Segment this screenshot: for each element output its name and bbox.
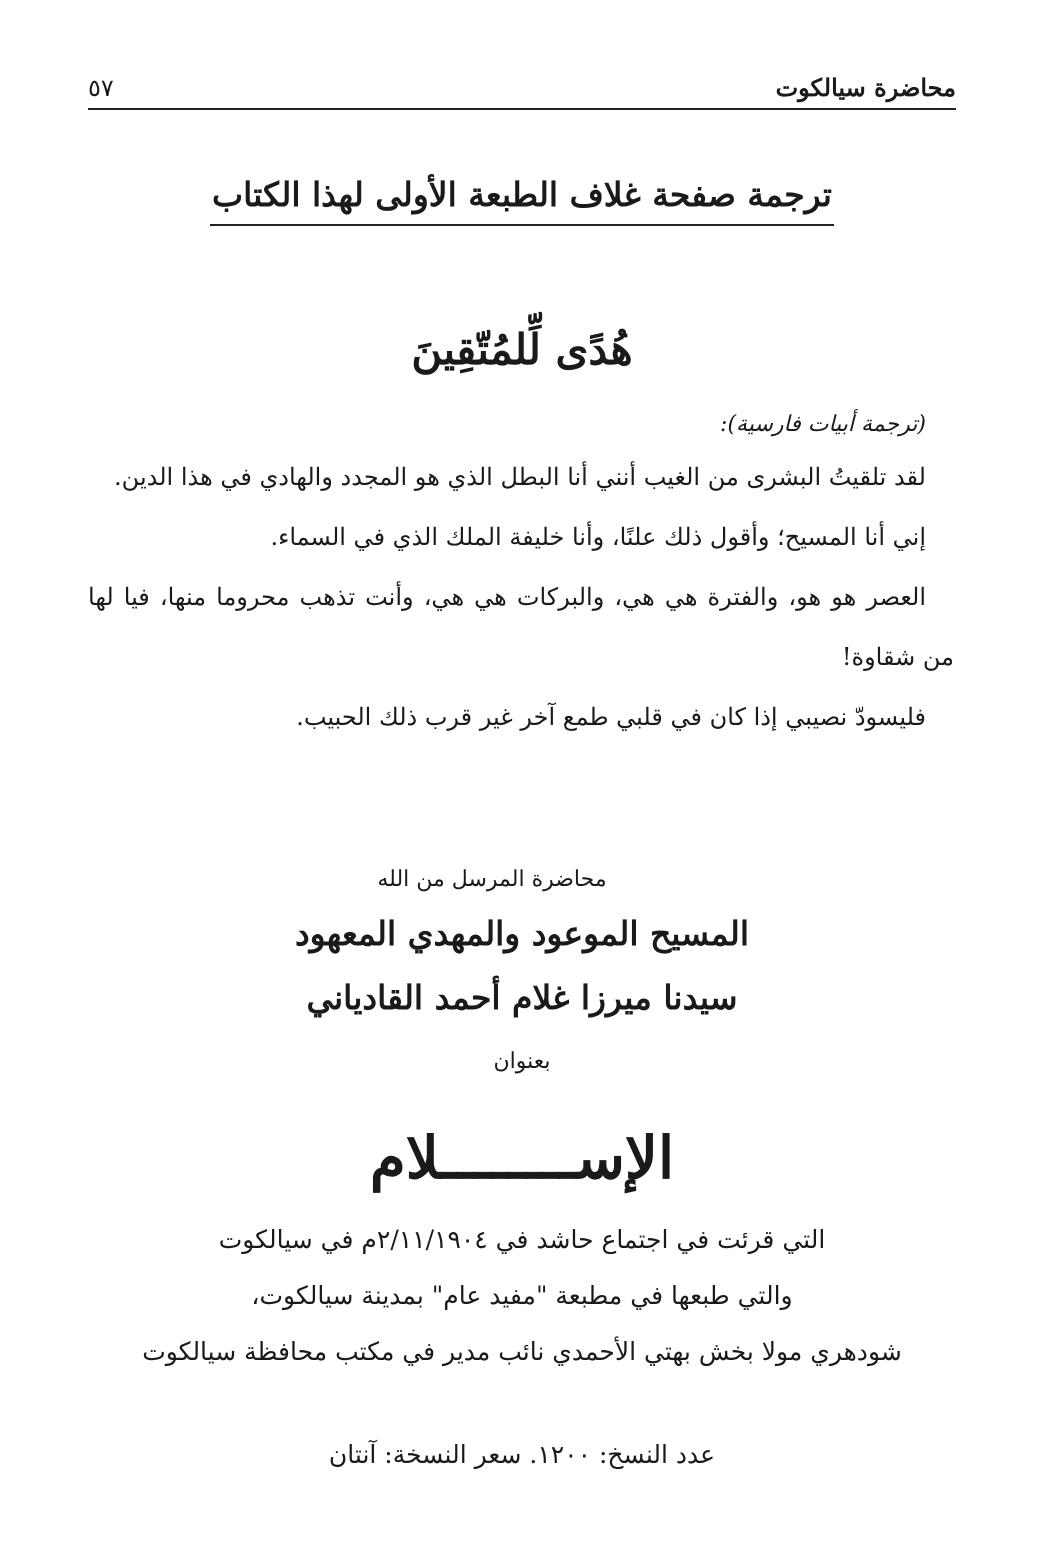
verse-1: لقد تلقيتُ البشرى من الغيب أنني أنا البطل الذي هو المجدد والهادي في هذا الدين.: [114, 463, 926, 491]
titled-label: بعنوان: [493, 1049, 551, 1074]
verse-4: فليسودّ نصيبي إذا كان في قلبي طمع آخر غير قرب ذلك الحبيب.: [296, 703, 926, 731]
verse-2: إني أنا المسيح؛ وأقول ذلك علنًا، وأنا خليفة الملك الذي في السماء.: [270, 523, 926, 551]
section-heading: [0, 175, 1044, 226]
lecture-from: محاضرة المرسل من الله: [377, 867, 607, 892]
copies-and-price: عدد النسخ: ١٢٠٠. سعر النسخة: آنتان: [328, 1440, 716, 1469]
section-heading-text: ترجمة صفحة غلاف الطبعة الأولى لهذا الكتاب: [210, 175, 834, 226]
details-line-1: التي قرئت في اجتماع حاشد في ٢/١١/١٩٠٤م في سيالكوت: [218, 1225, 826, 1254]
details-line-2: والتي طبعها في مطبعة "مفيد عام" بمدينة سيالكوت،: [251, 1281, 793, 1310]
poem-intro: (ترجمة أبيات فارسية):: [720, 412, 926, 437]
poem-block: [88, 405, 954, 747]
header-title: محاضرة سيالكوت: [775, 73, 956, 102]
verse-3: العصر هو هو، والفترة هي هي، والبركات هي هي، وأنت تذهب محروما منها، فيا لها من شقاوة!: [88, 583, 954, 671]
author-name-line: سيدنا ميرزا غلام أحمد القادياني: [306, 978, 738, 1017]
author-title-line: المسيح الموعود والمهدي المعهود: [294, 914, 750, 953]
lecture-name: الإســــــــلام: [369, 1124, 675, 1192]
running-header: [88, 52, 956, 110]
main-title: هُدًى لِّلمُتّقِينَ: [411, 325, 633, 374]
author-block: [0, 858, 1044, 1094]
publication-details: [0, 1212, 1044, 1380]
page-number: ٥٧: [88, 74, 114, 102]
details-line-3: شودهري مولا بخش بهتي الأحمدي نائب مدير في مكتب محافظة سيالكوت: [142, 1337, 902, 1366]
